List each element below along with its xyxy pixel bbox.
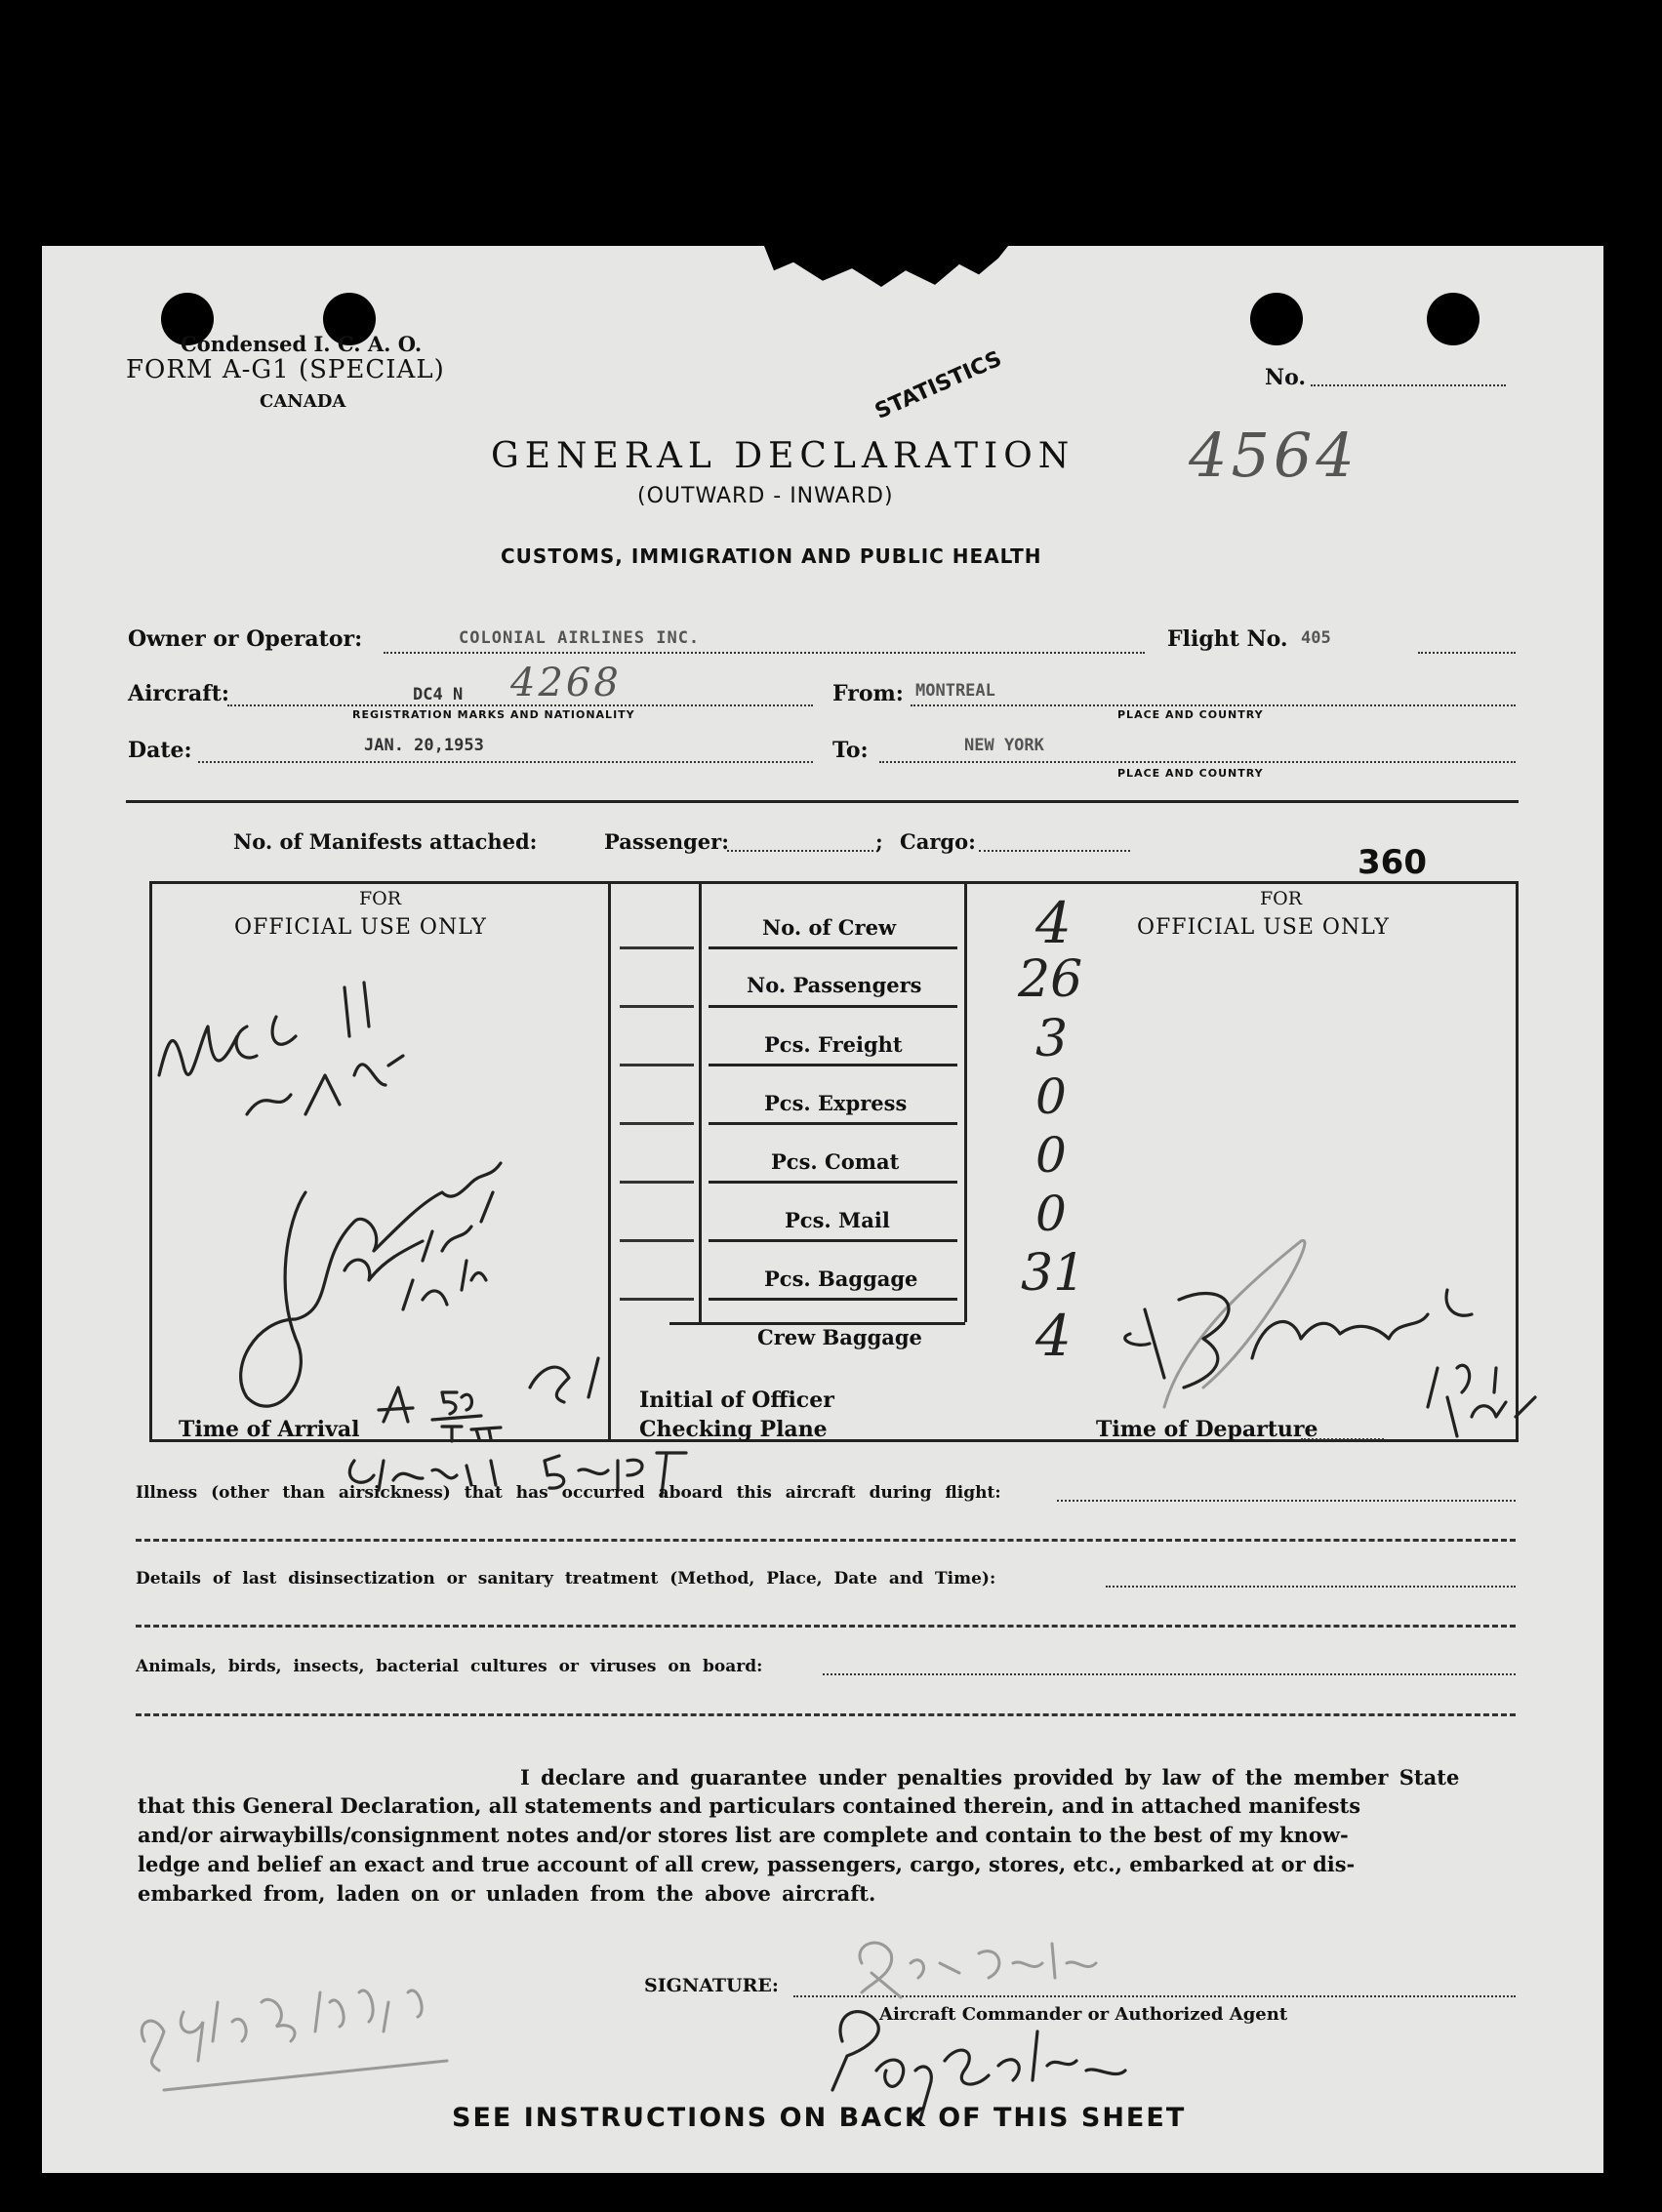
disinsectization-label: Details of last disinsectization or sanitary treatment (Method, Place, Date and Time): bbox=[136, 1569, 996, 1589]
from-label: From: bbox=[832, 681, 904, 706]
declaration-line-3: and/or airwaybills/consignment notes and/or stores list are complete and contain to the best of my know- bbox=[138, 1823, 1349, 1847]
illness-continuation-line bbox=[136, 1539, 1516, 1542]
date-line bbox=[198, 761, 813, 763]
initial-slot bbox=[620, 1122, 694, 1125]
time-of-departure-label: Time of Departure bbox=[1096, 1417, 1318, 1442]
signature-label: SIGNATURE: bbox=[644, 1975, 779, 1996]
form-subtitle: (OUTWARD - INWARD) bbox=[637, 484, 894, 508]
right-for-label: FOR bbox=[1260, 888, 1303, 909]
row-label-baggage: Pcs. Baggage bbox=[764, 1267, 918, 1291]
signature-handwriting bbox=[803, 1924, 1213, 2123]
section-divider bbox=[126, 800, 1519, 803]
margin-note-handwriting bbox=[125, 1914, 476, 2094]
to-value[interactable]: NEW YORK bbox=[964, 736, 1044, 755]
owner-line bbox=[384, 652, 1145, 654]
table-divider bbox=[964, 881, 967, 1322]
row-label-passengers: No. Passengers bbox=[747, 973, 922, 997]
row-label-crew: No. of Crew bbox=[762, 915, 897, 940]
row-rule bbox=[709, 1298, 957, 1301]
illness-label: Illness (other than airsickness) that has occurred aboard this aircraft during flight: bbox=[136, 1483, 1001, 1503]
document-no-line bbox=[1311, 384, 1506, 386]
row-label-express: Pcs. Express bbox=[764, 1091, 908, 1115]
value-crew[interactable]: 4 bbox=[1035, 890, 1072, 956]
row-rule bbox=[709, 1239, 957, 1242]
arrival-time-handwriting bbox=[364, 1373, 618, 1445]
disinsectization-line bbox=[1106, 1586, 1516, 1588]
signature-caption: Aircraft Commander or Authorized Agent bbox=[879, 2004, 1288, 2025]
stamped-number: 360 bbox=[1358, 843, 1427, 882]
from-place-caption: PLACE AND COUNTRY bbox=[1117, 708, 1264, 721]
form-title: GENERAL DECLARATION bbox=[491, 436, 1075, 476]
initial-slot bbox=[620, 1298, 694, 1301]
row-rule bbox=[709, 1122, 957, 1125]
value-freight[interactable]: 3 bbox=[1035, 1010, 1069, 1068]
declaration-line-5: embarked from, laden on or unladen from the above aircraft. bbox=[138, 1881, 876, 1906]
torn-edge bbox=[764, 246, 1008, 287]
country-label: CANADA bbox=[260, 391, 346, 412]
initial-slot bbox=[620, 1181, 694, 1184]
document-no-label: No. bbox=[1265, 365, 1307, 390]
date-value[interactable]: JAN. 20,1953 bbox=[364, 736, 484, 755]
declaration-line-2: that this General Declaration, all statements and particulars contained therein, and in attached manifests bbox=[138, 1793, 1361, 1818]
cargo-manifest-line bbox=[979, 850, 1130, 852]
officer-initial-label: Initial of Officer bbox=[639, 1388, 834, 1413]
table-divider bbox=[608, 881, 611, 1439]
declaration-line-4: ledge and belief an exact and true account of all crew, passengers, cargo, stores, etc., embarked at or dis- bbox=[138, 1852, 1356, 1876]
owner-label: Owner or Operator: bbox=[128, 626, 363, 652]
statistics-stamp: STATISTICS bbox=[872, 346, 1006, 424]
table-divider bbox=[699, 881, 702, 1322]
row-rule bbox=[669, 1322, 965, 1325]
flight-value[interactable]: 405 bbox=[1301, 628, 1331, 648]
value-comat[interactable]: 0 bbox=[1035, 1127, 1067, 1184]
to-label: To: bbox=[832, 738, 869, 763]
date-label: Date: bbox=[128, 738, 192, 763]
value-baggage[interactable]: 31 bbox=[1021, 1244, 1086, 1303]
declaration-form-sheet bbox=[42, 246, 1603, 2173]
animals-continuation-line bbox=[136, 1713, 1516, 1716]
disinsectization-continuation-line bbox=[136, 1625, 1516, 1628]
owner-value[interactable]: COLONIAL AIRLINES INC. bbox=[459, 628, 701, 648]
table-top-border bbox=[149, 881, 1519, 884]
left-for-label: FOR bbox=[359, 888, 402, 909]
row-label-comat: Pcs. Comat bbox=[771, 1149, 900, 1174]
animals-line bbox=[823, 1673, 1516, 1675]
left-official-use-label: OFFICIAL USE ONLY bbox=[234, 915, 487, 940]
passenger-manifest-label: Passenger: bbox=[604, 829, 729, 854]
to-line bbox=[879, 761, 1516, 763]
row-rule bbox=[709, 1064, 957, 1066]
initial-slot bbox=[620, 1064, 694, 1066]
initial-slot bbox=[620, 1239, 694, 1242]
row-label-freight: Pcs. Freight bbox=[764, 1032, 903, 1057]
from-value[interactable]: MONTREAL bbox=[915, 681, 995, 701]
manifest-separator: ; bbox=[875, 829, 883, 854]
form-number-label: FORM A-G1 (SPECIAL) bbox=[126, 355, 445, 384]
manifests-label: No. of Manifests attached: bbox=[233, 829, 538, 854]
punch-hole bbox=[1427, 293, 1480, 345]
checking-plane-label: Checking Plane bbox=[639, 1417, 828, 1442]
form-condensed-label: Condensed I. C. A. O. bbox=[181, 332, 423, 356]
to-place-caption: PLACE AND COUNTRY bbox=[1117, 767, 1264, 780]
handwritten-form-number: 4564 bbox=[1189, 420, 1358, 491]
row-label-mail: Pcs. Mail bbox=[785, 1208, 890, 1232]
row-rule bbox=[709, 946, 957, 949]
passenger-manifest-line bbox=[727, 850, 873, 852]
declaration-line-1: I declare and guarantee under penalties provided by law of the member State bbox=[520, 1765, 1460, 1790]
value-crew-baggage[interactable]: 4 bbox=[1035, 1303, 1072, 1369]
aircraft-label: Aircraft: bbox=[128, 681, 230, 706]
time-of-arrival-label: Time of Arrival bbox=[179, 1417, 360, 1442]
from-line bbox=[911, 704, 1516, 706]
value-mail[interactable]: 0 bbox=[1035, 1186, 1067, 1242]
row-rule bbox=[709, 1005, 957, 1008]
row-rule bbox=[709, 1181, 957, 1184]
registration-caption: REGISTRATION MARKS AND NATIONALITY bbox=[352, 708, 635, 721]
initial-slot bbox=[620, 946, 694, 949]
illness-line bbox=[1057, 1500, 1516, 1502]
departure-signature-handwriting bbox=[1106, 1222, 1594, 1440]
punch-hole bbox=[1250, 293, 1303, 345]
handwritten-aircraft-number: 4268 bbox=[510, 661, 622, 705]
initial-slot bbox=[620, 1005, 694, 1008]
value-express[interactable]: 0 bbox=[1035, 1068, 1067, 1125]
right-official-use-label: OFFICIAL USE ONLY bbox=[1137, 915, 1390, 940]
value-passengers[interactable]: 26 bbox=[1018, 950, 1083, 1009]
form-subheading: CUSTOMS, IMMIGRATION AND PUBLIC HEALTH bbox=[501, 544, 1042, 568]
row-label-crew-baggage: Crew Baggage bbox=[757, 1325, 922, 1349]
flight-line bbox=[1418, 652, 1516, 654]
cargo-manifest-label: Cargo: bbox=[900, 829, 976, 854]
aircraft-value[interactable]: DC4 N bbox=[413, 685, 464, 704]
instructions-footer: SEE INSTRUCTIONS ON BACK OF THIS SHEET bbox=[452, 2103, 1187, 2133]
flight-label: Flight No. bbox=[1167, 626, 1288, 652]
animals-label: Animals, birds, insects, bacterial cultures or viruses on board: bbox=[136, 1657, 763, 1676]
